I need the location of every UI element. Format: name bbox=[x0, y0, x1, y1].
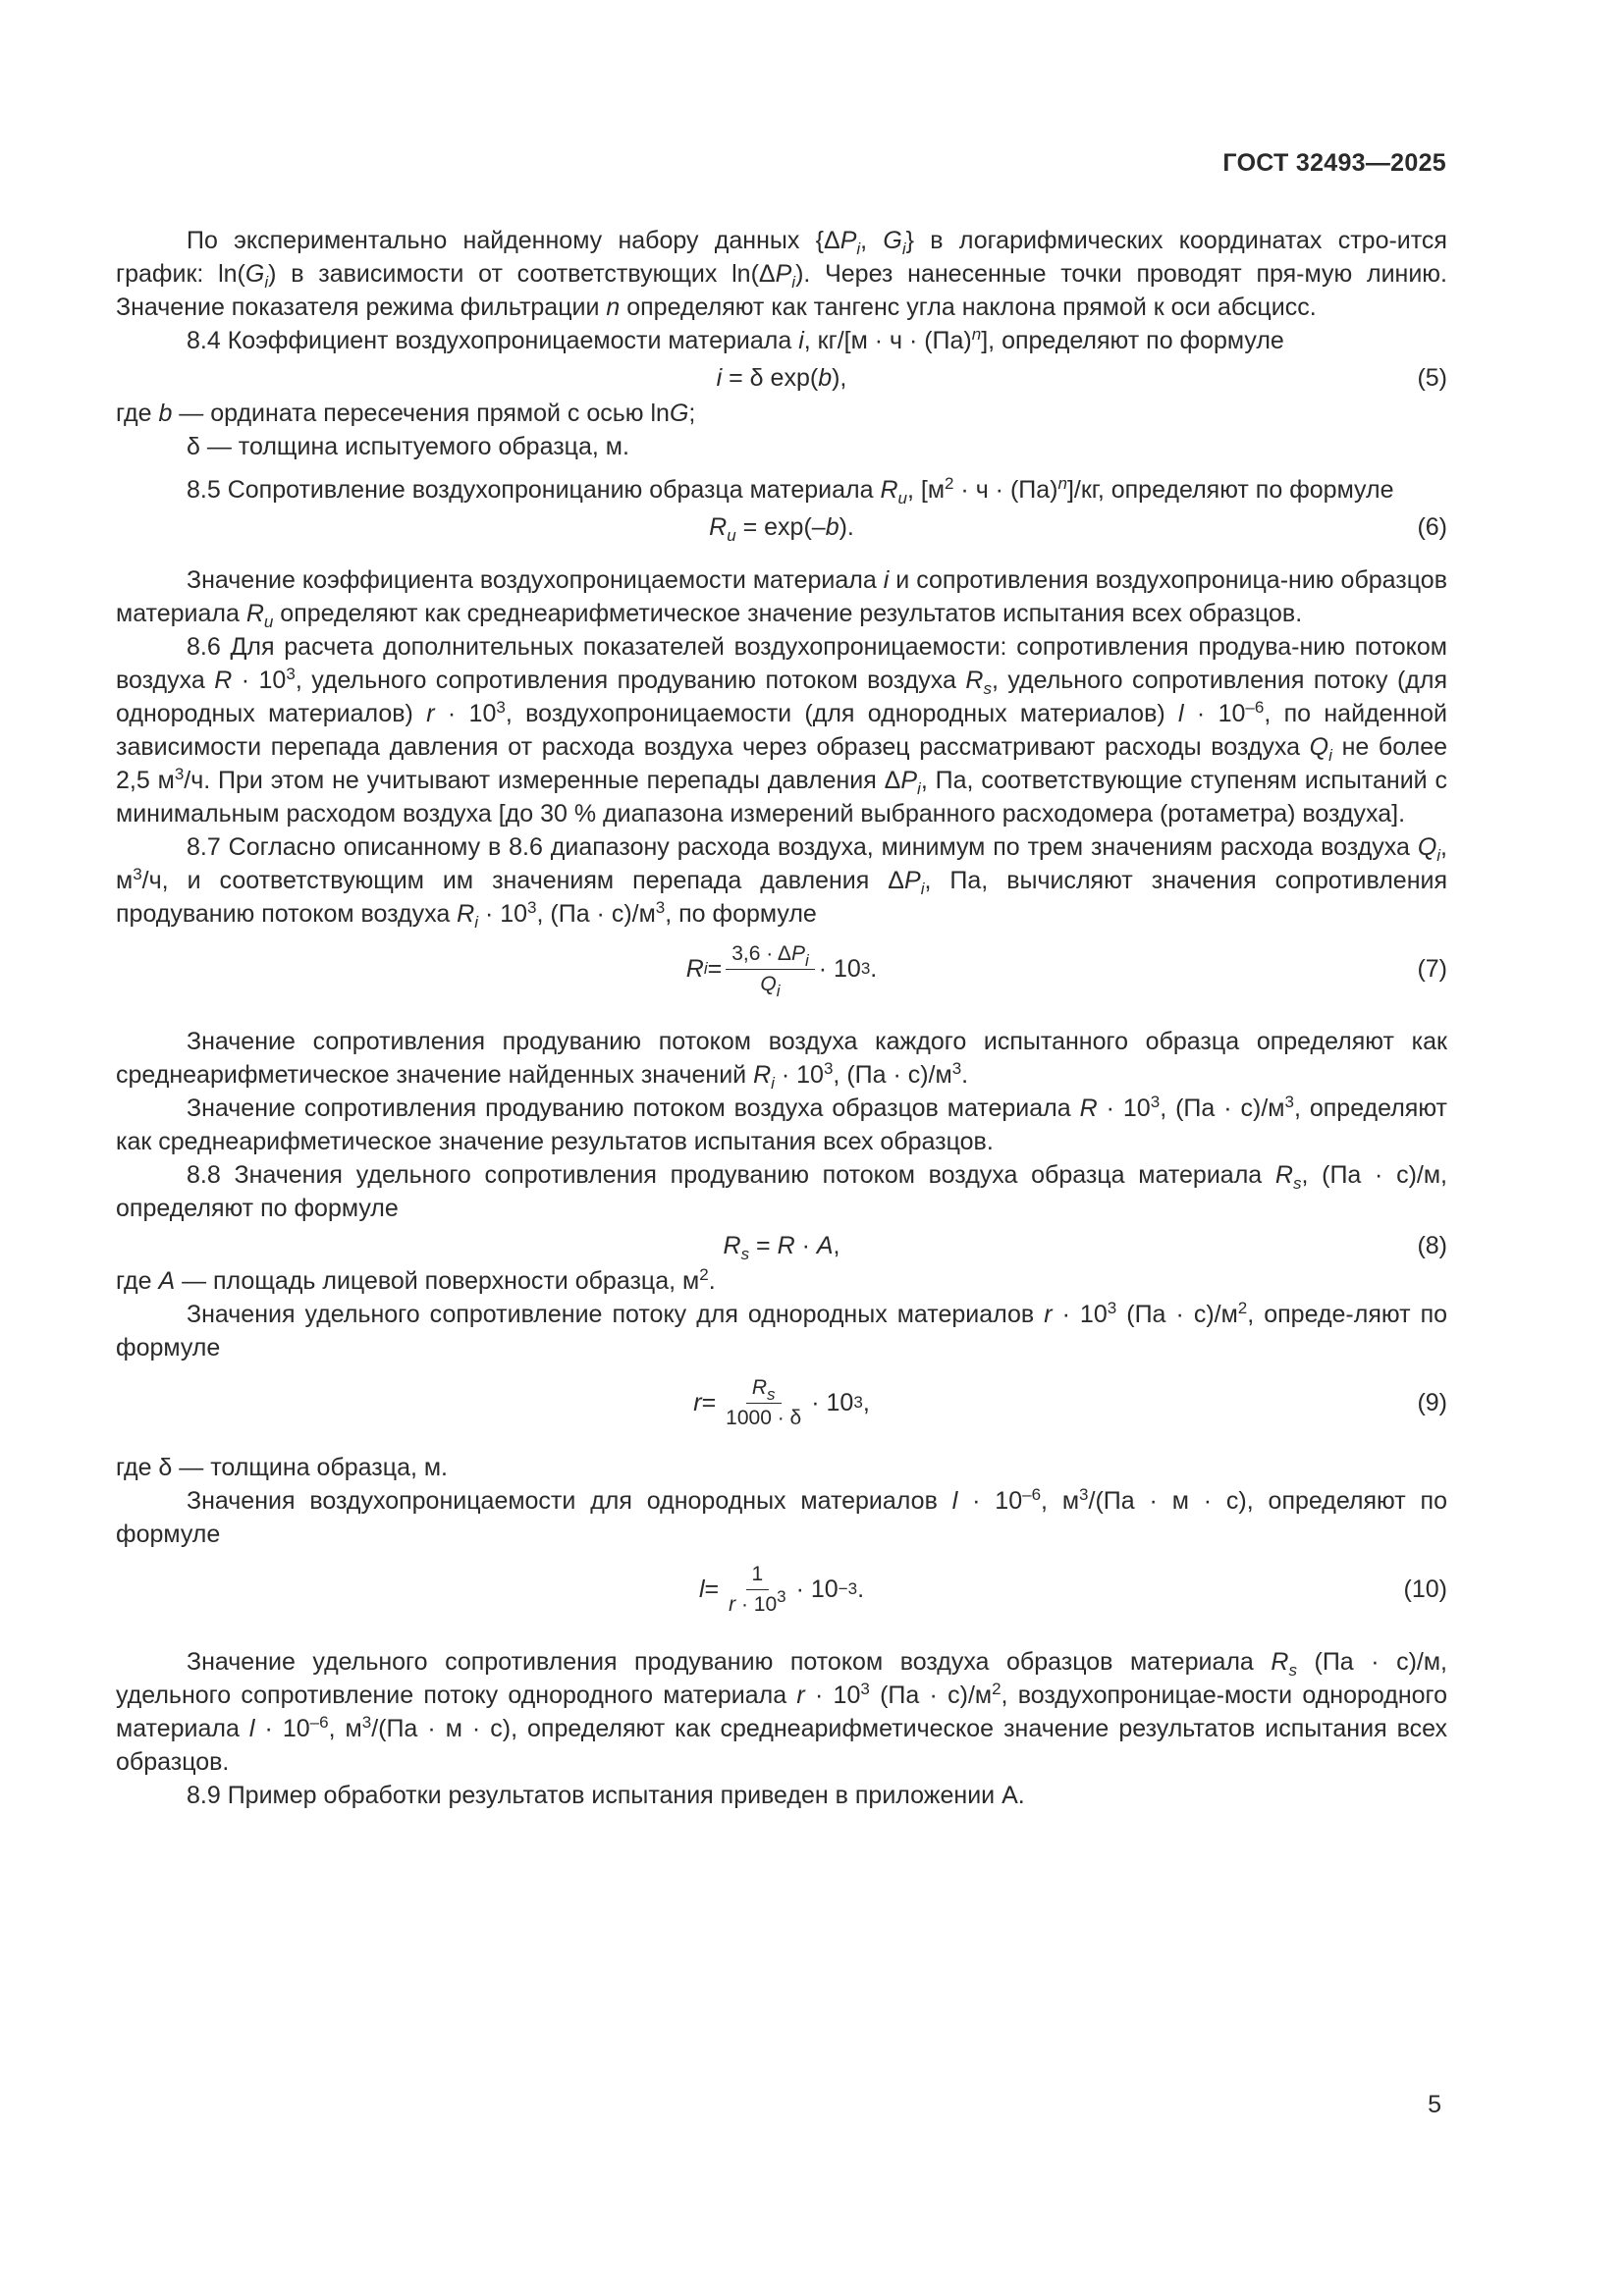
paragraph: Значение сопротивления продуванию потоком воздуха каждого испытанного образца определяют как среднеарифметическое значение найденных значений $R_i \cdot 10^3$, $(Па \cdot с)/м^3$. bbox=[116, 1028, 1447, 1093]
formula-number: (10) bbox=[1403, 1575, 1447, 1603]
document-header: ГОСТ 32493—2025 bbox=[1222, 149, 1446, 177]
section-8-5: 8.5 Сопротивление воздухопроницанию образца материала $R_u$, $[м^2 \cdot ч \cdot (Па)^n]/кг$, определяют по формуле bbox=[187, 474, 1394, 507]
where-clause: где δ — толщина образца, м. bbox=[116, 1454, 449, 1481]
formula-number: (9) bbox=[1417, 1389, 1447, 1416]
paragraph: Значение удельного сопротивления продуванию потоком воздуха образцов материала $R_s$ (Па · с)/м, удельного сопротивление потоку однородного материала $r \cdot 10^3$ $(Па \cdot с)/м^2$, воздухопроницае-мости однородного материала $l \cdot 10^{-6}$, $м^3/(Па \cdot м \cdot с)$, определяют как среднеарифметическое значение результатов испытания всех образцов. bbox=[116, 1648, 1448, 1776]
formula-10: l = $\frac{1}{r \cdot 10^3}$ · 10 −3 . (10) bbox=[698, 1562, 1447, 1616]
formula-number: (8) bbox=[1417, 1232, 1447, 1259]
fraction: $\frac{1}{r \cdot 10^3}$ bbox=[729, 1562, 786, 1616]
formula-8: $R_s = R \cdot A$, (8) bbox=[116, 1225, 1447, 1264]
where-clause: δ — толщина испытуемого образца, м. bbox=[187, 433, 629, 460]
page-number: 5 bbox=[1428, 2091, 1441, 2118]
formula-6: $R_u = \exp(-b)$. (6) bbox=[116, 507, 1447, 546]
where-clause: где b — ордината пересечения прямой с осью lnG; bbox=[116, 400, 696, 427]
formula-7: R i = $\frac{3,6 \cdot \Delta P_i}{Q_i}$ · 10 3 . (7) bbox=[685, 941, 1447, 1000]
document-body bbox=[116, 224, 1447, 1812]
section-8-8: 8.8 Значения удельного сопротивления продуванию потоком воздуха образца материала $R_s$, (Па · с)/м, определяют по формуле bbox=[116, 1161, 1447, 1222]
where-clause: где A — площадь лицевой поверхности образца, $м^2$. bbox=[116, 1265, 716, 1295]
paragraph: Значение коэффициента воздухопроницаемости материала i и сопротивления воздухопроница-нию образцов материала $R_u$ определяют как среднеарифметическое значение результатов испытания всех образцов. bbox=[116, 566, 1447, 631]
paragraph: Значения воздухопроницаемости для однородных материалов $l \cdot 10^{-6}$, $м^3/(Па \cdot м \cdot с)$, определяют по формуле bbox=[116, 1485, 1447, 1548]
section-8-6: 8.6 Для расчета дополнительных показателей воздухопроницаемости: сопротивления продува-нию потоком воздуха $R \cdot 10^3$, удельного сопротивления продуванию потоком воздуха $R_s$, удельного сопротивления потоку (для однородных материалов) $r \cdot 10^3$, воздухопроницаемости (для однородных материалов) $l \cdot 10^{-6}$, по найденной зависимости перепада давления от расхода воздуха через образец рассматривают расходы воздуха $Q_i$ не более 2,5 $м^3/ч$. При этом не учитывают измеренные перепады давления $\Delta P_i$, Па, соответствующие ступеням испытаний с минимальным расходом воздуха [до 30 % диапазона измерений выбранного расходомера (ротаметра) воздуха]. bbox=[116, 633, 1448, 828]
formula-9: r = $\frac{R_s}{1000 \cdot \delta}$ · 10 3 , (9) bbox=[693, 1375, 1447, 1429]
section-8-9: 8.9 Пример обработки результатов испытания приведен в приложении А. bbox=[187, 1782, 1025, 1809]
formula-number: (6) bbox=[1417, 513, 1447, 541]
paragraph: Значения удельного сопротивление потоку для однородных материалов $r \cdot 10^3$ $(Па \cdot с)/м^2$, опреде-ляют по формуле bbox=[116, 1299, 1448, 1362]
fraction: $\frac{R_s}{1000 \cdot \delta}$ bbox=[726, 1375, 802, 1429]
fraction: $\frac{3,6 \cdot \Delta P_i}{Q_i}$ bbox=[726, 941, 815, 997]
formula-number: (5) bbox=[1417, 364, 1447, 392]
formula-number: (7) bbox=[1417, 955, 1447, 983]
paragraph: Значение сопротивления продуванию потоком воздуха образцов материала $R \cdot 10^3$, $(Па \cdot с)/м^3$, определяют как среднеарифметическое значение результатов испытания всех образцов. bbox=[116, 1093, 1447, 1155]
section-8-4: 8.4 Коэффициент воздухопроницаемости материала i, кг/[м · ч · (Па)$^n$], определяют по формуле bbox=[187, 325, 1284, 354]
paragraph: По экспериментально найденному набору данных {$\Delta P_i$, $G_i$} в логарифмических координатах стро-ится график: $\ln(G_i)$ в зависимости от соответствующих $\ln(\Delta P_i)$. Через нанесенные точки проводят пря-мую линию. Значение показателя режима фильтрации n определяют как тангенс угла наклона прямой к оси абсцисс. bbox=[116, 227, 1447, 321]
formula-5: i = δ exp(b), (5) bbox=[116, 357, 1447, 397]
section-8-7: 8.7 Согласно описанному в 8.6 диапазону расхода воздуха, минимум по трем значениям расхода воздуха $Q_i$, $м^3/ч$, и соответствующим им значениям перепада давления $\Delta P_i$, Па, вычисляют значения сопротивления продуванию потоком воздуха $R_i \cdot 10^3$, $(Па \cdot с)/м^3$, по формуле bbox=[116, 833, 1448, 932]
